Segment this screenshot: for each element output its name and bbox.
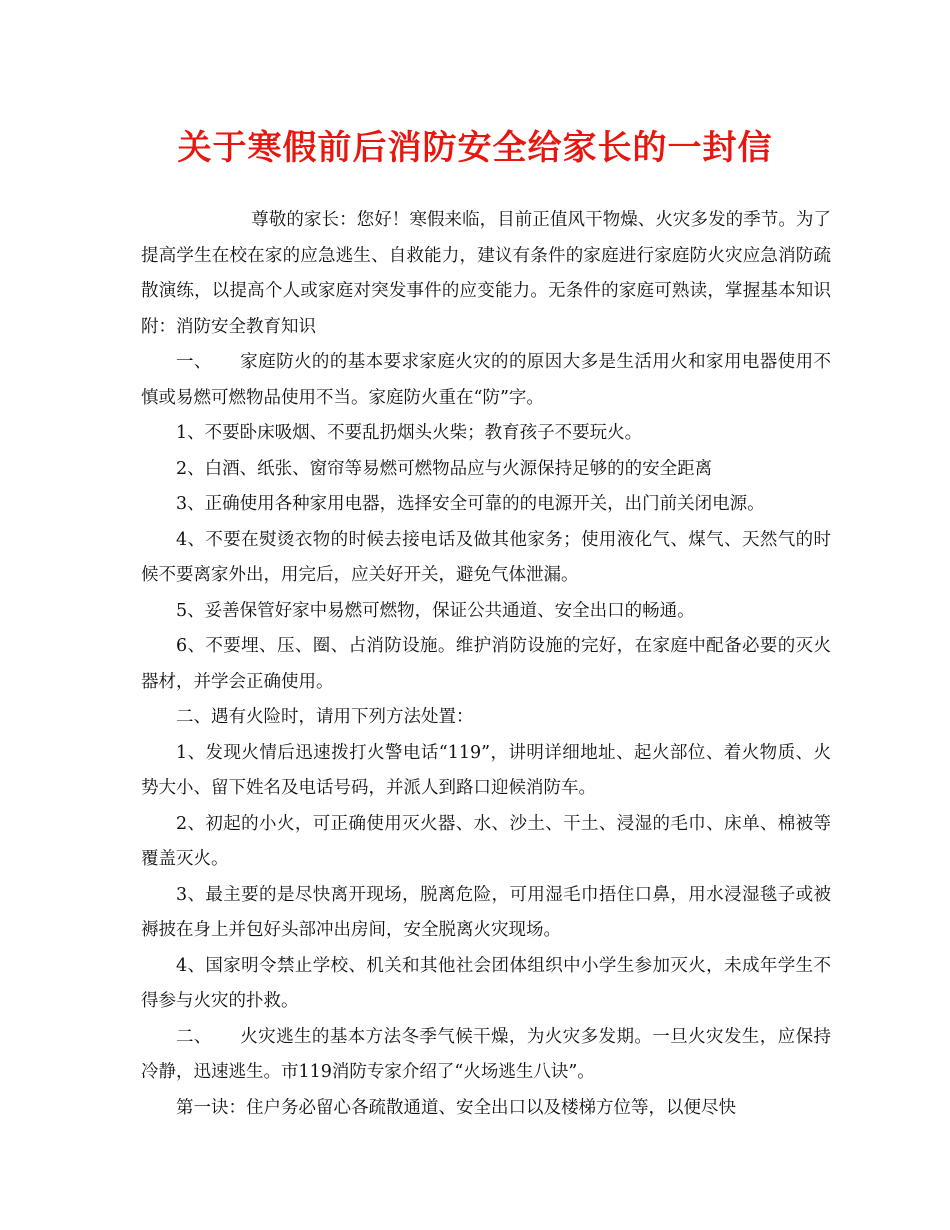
list-item: 1、发现火情后迅速拨打火警电话“119”，讲明详细地址、起火部位、着火物质、火势大小、留下姓名及电话号码，并派人到路口迎候消防车。	[141, 742, 831, 798]
section-text: 火灾逃生的基本方法冬季气候干燥，为火灾多发期。一旦火灾发生，应保持冷静，迅速逃生。市119消防专家介绍了“火场逃生八诀”。	[141, 1026, 832, 1082]
document-body	[141, 203, 831, 1126]
list-item: 2、白酒、纸张、窗帘等易燃可燃物品应与火源保持足够的的安全距离	[176, 458, 713, 479]
section-heading-household-fire-prevention	[141, 345, 831, 416]
section-heading-fire-response: 二、遇有火险时，请用下列方法处置：	[176, 707, 474, 727]
document-title: 关于寒假前后消防安全给家长的一封信	[177, 128, 773, 168]
paragraph-greeting: 尊敬的家长：您好！寒假来临，目前正值风干物燥、火灾多发的季节。为了提高学生在校在家的应急逃生、自救能力，建议有条件的家庭进行家庭防火灾应急消防疏散演练，以提高个人或家庭对突发事件的应变能力。无条件的家庭可熟读，掌握基本知识附：消防安全教育知识	[141, 210, 831, 337]
list-item: 4、不要在熨烫衣物的时候去接电话及做其他家务；使用液化气、煤气、天然气的时候不要离家外出，用完后，应关好开关，避免气体泄漏。	[141, 529, 831, 585]
section-number: 一、	[176, 352, 212, 372]
section-number: 二、	[176, 1026, 212, 1047]
list-item: 4、国家明令禁止学校、机关和其他社会团体组织中小学生参加灭火，未成年学生不得参与火灾的扑救。	[141, 955, 831, 1011]
list-item: 2、初起的小火，可正确使用灭火器、水、沙土、干土、浸湿的毛巾、床单、棉被等覆盖灭火。	[141, 813, 831, 869]
list-item: 3、最主要的是尽快离开现场，脱离危险，可用湿毛巾捂住口鼻，用水浸湿毯子或被褥披在身上并包好头部冲出房间，安全脱离火灾现场。	[141, 884, 831, 940]
section-heading-fire-escape	[141, 1020, 831, 1091]
list-item: 第一诀：住户务必留心各疏散通道、安全出口以及楼梯方位等，以便尽快	[176, 1097, 736, 1118]
list-item: 3、正确使用各种家用电器，选择安全可靠的的电源开关，出门前关闭电源。	[176, 494, 765, 514]
list-item: 6、不要埋、压、圈、占消防设施。维护消防设施的完好，在家庭中配备必要的灭火器材，并学会正确使用。	[141, 636, 831, 692]
section-text: 家庭防火的的基本要求家庭火灾的的原因大多是生活用火和家用电器使用不慎或易燃可燃物品使用不当。家庭防火重在“防”字。	[141, 352, 832, 408]
list-item: 1、不要卧床吸烟、不要乱扔烟头火柴；教育孩子不要玩火。	[176, 423, 643, 443]
list-item: 5、妥善保管好家中易燃可燃物，保证公共通道、安全出口的畅通。	[176, 600, 695, 621]
